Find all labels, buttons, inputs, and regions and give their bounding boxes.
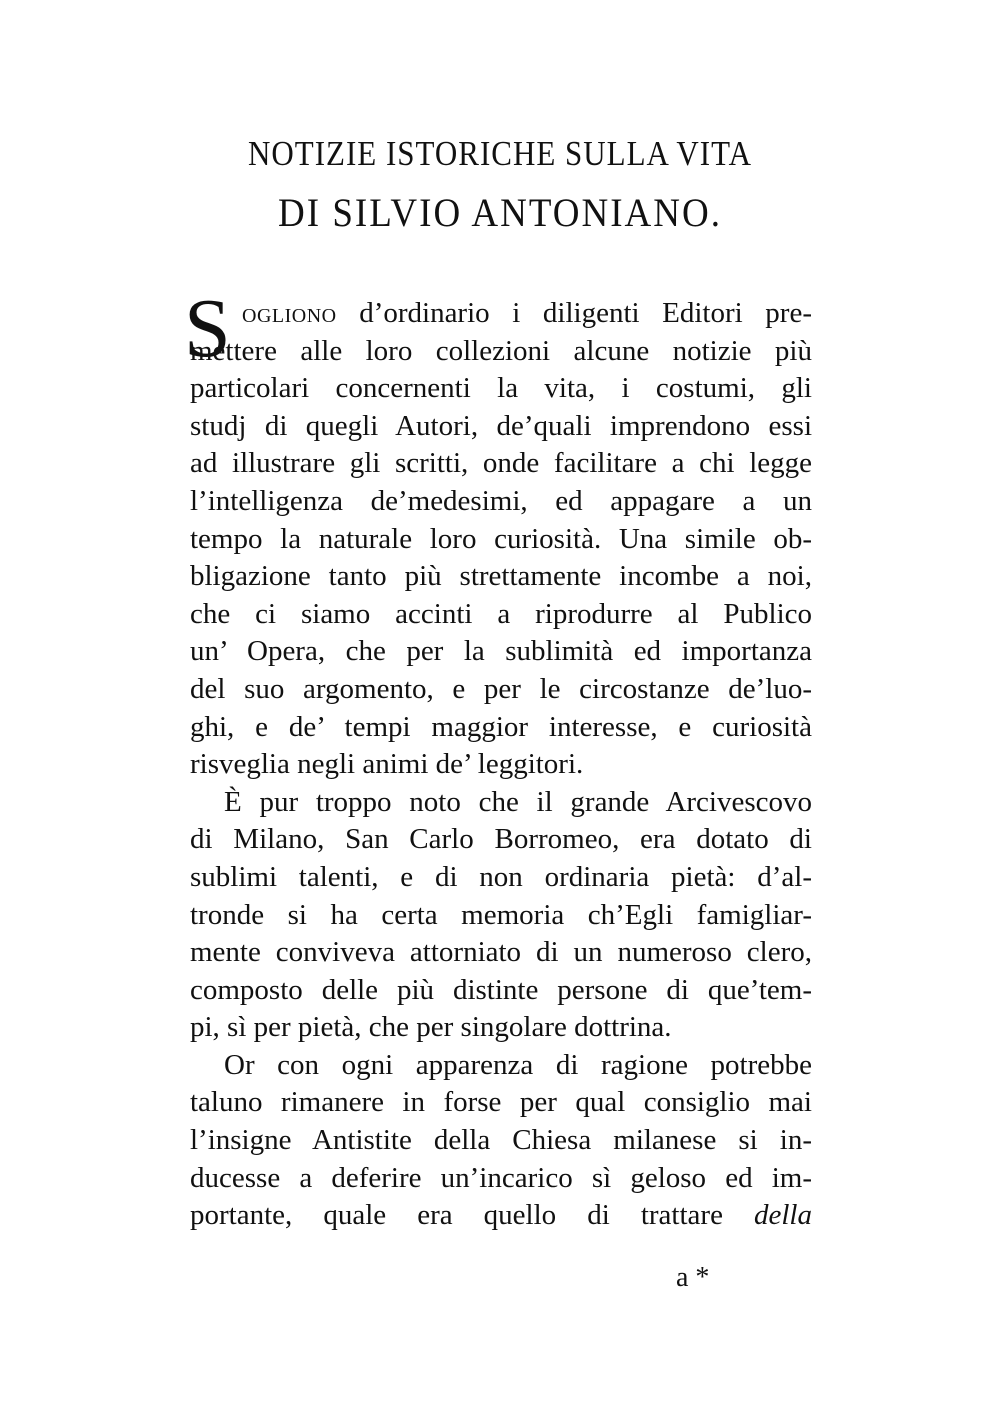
text-line: studj di quegli Autori, de’quali imprendono essi (190, 409, 812, 442)
title-line-1: NOTIZIE ISTORICHE SULLA VITA (248, 133, 752, 174)
text-line: tronde si ha certa memoria ch’Egli famigliar- (190, 898, 812, 931)
text-line: particolari concernenti la vita, i costumi, gli (190, 372, 812, 405)
text-line (190, 1197, 812, 1235)
text-line: pi, sì per pietà, che per singolare dottrina. (190, 1011, 672, 1044)
text-line (190, 295, 812, 333)
paragraph-3 (190, 1047, 812, 1235)
body-text (184, 282, 812, 1235)
text-line: composto delle più distinte persone di que’tem- (190, 973, 812, 1006)
text-line: mettere alle loro collezioni alcune notizie più (190, 334, 812, 367)
text-line: È pur troppo noto che il grande Arcivescovo (224, 785, 812, 818)
paragraph-1 (184, 282, 812, 784)
text-line: ad illustrare gli scritti, onde facilitare a chi legge (190, 447, 812, 480)
text-line: che ci siamo accinti a riprodurre al Publico (190, 597, 812, 630)
signature-mark: a * (676, 1262, 710, 1293)
text-line: l’insigne Antistite della Chiesa milanese si in- (190, 1124, 812, 1157)
first-line-text: d’ordinario i diligenti Editori pre- (336, 297, 812, 329)
text-line: ghi, e de’ tempi maggior interesse, e curiosità (190, 710, 812, 743)
catchword-italic: della (754, 1199, 812, 1232)
text-line: risveglia negli animi de’ leggitori. (190, 748, 584, 781)
text-line: sublimi talenti, e di non ordinaria pietà: d’al- (190, 860, 812, 893)
text-line: tempo la naturale loro curiosità. Una simile ob- (190, 522, 812, 555)
text-line: di Milano, San Carlo Borromeo, era dotato di (190, 823, 812, 856)
text-line: mente conviveva attorniato di un numeroso clero, (190, 936, 812, 969)
paragraph-2 (190, 784, 812, 1047)
text-line: taluno rimanere in forse per qual consiglio mai (190, 1086, 812, 1119)
text-line: l’intelligenza de’medesimi, ed appagare a un (190, 484, 812, 517)
text-line: bligazione tanto più strettamente incombe a noi, (190, 560, 812, 593)
text-line: del suo argomento, e per le circostanze de’luo- (190, 672, 812, 705)
first-word-smallcaps: ogliono (242, 297, 337, 329)
text-line: Or con ogni apparenza di ragione potrebbe (224, 1048, 812, 1081)
drop-cap: S (184, 282, 231, 375)
title-line-2: DI SILVIO ANTONIANO. (278, 190, 722, 237)
text-line: ducesse a deferire un’incarico sì geloso ed im- (190, 1161, 812, 1194)
text-line: un’ Opera, che per la sublimità ed importanza (190, 635, 812, 668)
last-line-text: portante, quale era quello di trattare (190, 1199, 754, 1232)
